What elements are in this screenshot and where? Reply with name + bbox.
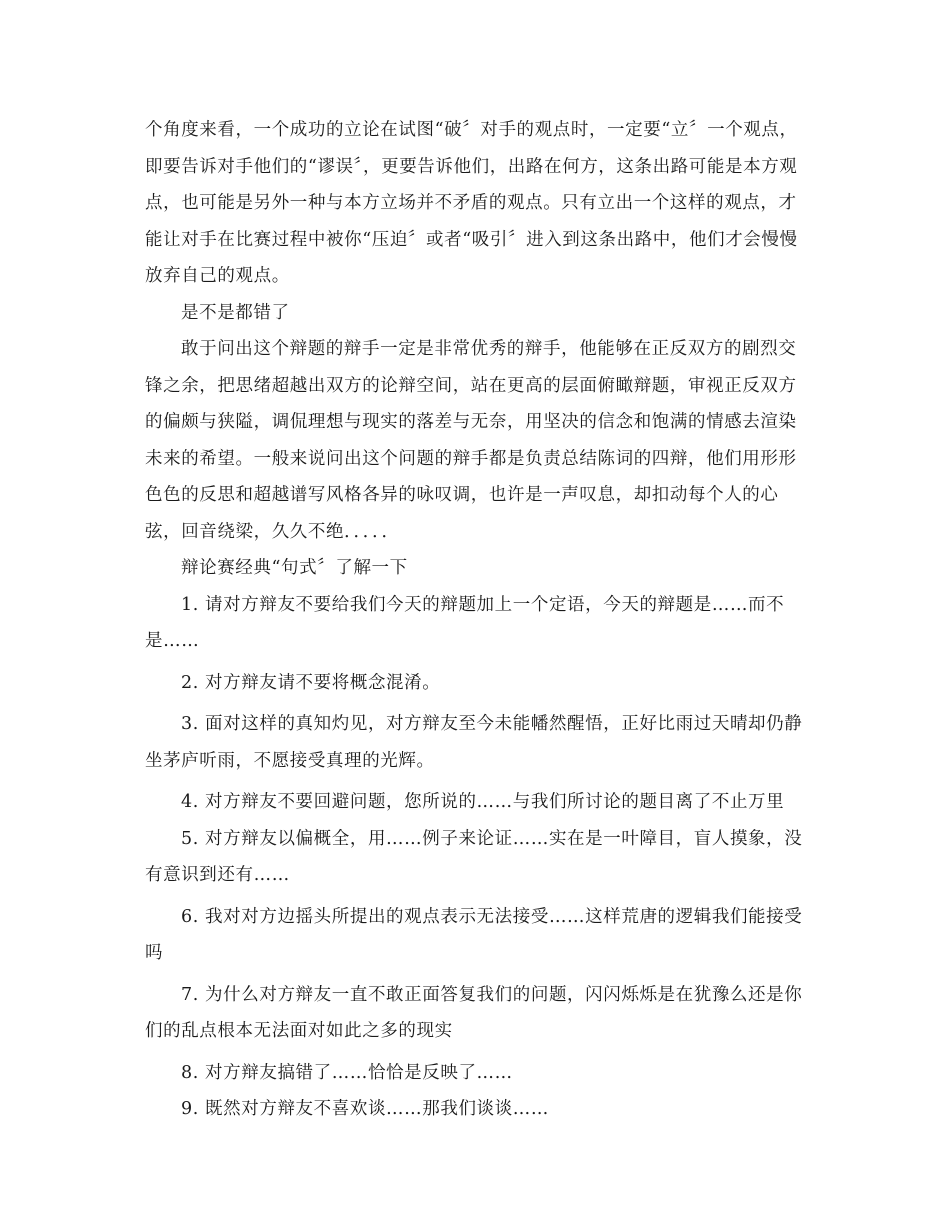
section-heading-all-wrong: 是不是都错了 — [181, 302, 290, 323]
paragraph-argument-continuation: 个角度来看，一个成功的立论在试图“破〞对手的观点时，一定要“立〞一个观点，即要告诉对手他们的“谬误〞，更要告诉他们，出路在何方，这条出路可能是本方观点，也可能是另外一种与本方立场并不矛盾的观点。只有立出一个这样的观点，才能让对手在比赛过程中被你“压迫〞或者“吸引〞进入到这条出路中，他们才会慢慢放弃自己的观点。 — [145, 120, 798, 286]
list-item-pattern-9: 9. 既然对方辩友不喜欢谈……那我们谈谈…… — [181, 1099, 549, 1119]
section-heading-sentence-patterns: 辩论赛经典“句式〞了解一下 — [181, 558, 408, 578]
list-item-pattern-6: 6. 我对对方边摇头所提出的观点表示无法接受……这样荒唐的逻辑我们能接受吗 — [145, 906, 803, 963]
list-item-pattern-8: 8. 对方辩友搞错了……恰恰是反映了…… — [181, 1062, 513, 1083]
list-item-pattern-1: 1. 请对方辩友不要给我们今天的辩题加上一个定语，今天的辩题是……而不是…… — [145, 594, 785, 651]
list-item-pattern-7: 7. 为什么对方辩友一直不敢正面答复我们的问题，闪闪烁烁是在犹豫么还是你们的乱点根本无法面对如此之多的现实 — [145, 984, 803, 1041]
paragraph-all-wrong-body: 敢于问出这个辩题的辩手一定是非常优秀的辩手，他能够在正反双方的剧烈交锋之余，把思绪超越出双方的论辩空间，站在更高的层面俯瞰辩题，审视正反双方的偏颇与狭隘，调侃理想与现实的落差与无奈，用坚决的信念和饱满的情感去渲染未来的希望。一般来说问出这个问题的辩手都是负责总结陈词的四辩，他们用形形色色的反思和超越谱写风格各异的咏叹调，也许是一声叹息，却扣动每个人的心弦，回音绕梁，久久不绝．．．．． — [145, 339, 797, 542]
document-body — [145, 112, 810, 1128]
list-item-pattern-3: 3. 面对这样的真知灼见，对方辩友至今未能幡然醒悟，正好比雨过天晴却仍静坐茅庐听雨，不愿接受真理的光辉。 — [145, 714, 803, 771]
list-item-pattern-5: 5. 对方辩友以偏概全，用……例子来论证……实在是一叶障目，盲人摸象，没有意识到还有…… — [145, 828, 803, 885]
list-item-pattern-2: 2. 对方辩友请不要将概念混淆。 — [181, 672, 441, 693]
list-item-pattern-4: 4. 对方辩友不要回避问题，您所说的……与我们所讨论的题目离了不止万里 — [181, 792, 785, 812]
